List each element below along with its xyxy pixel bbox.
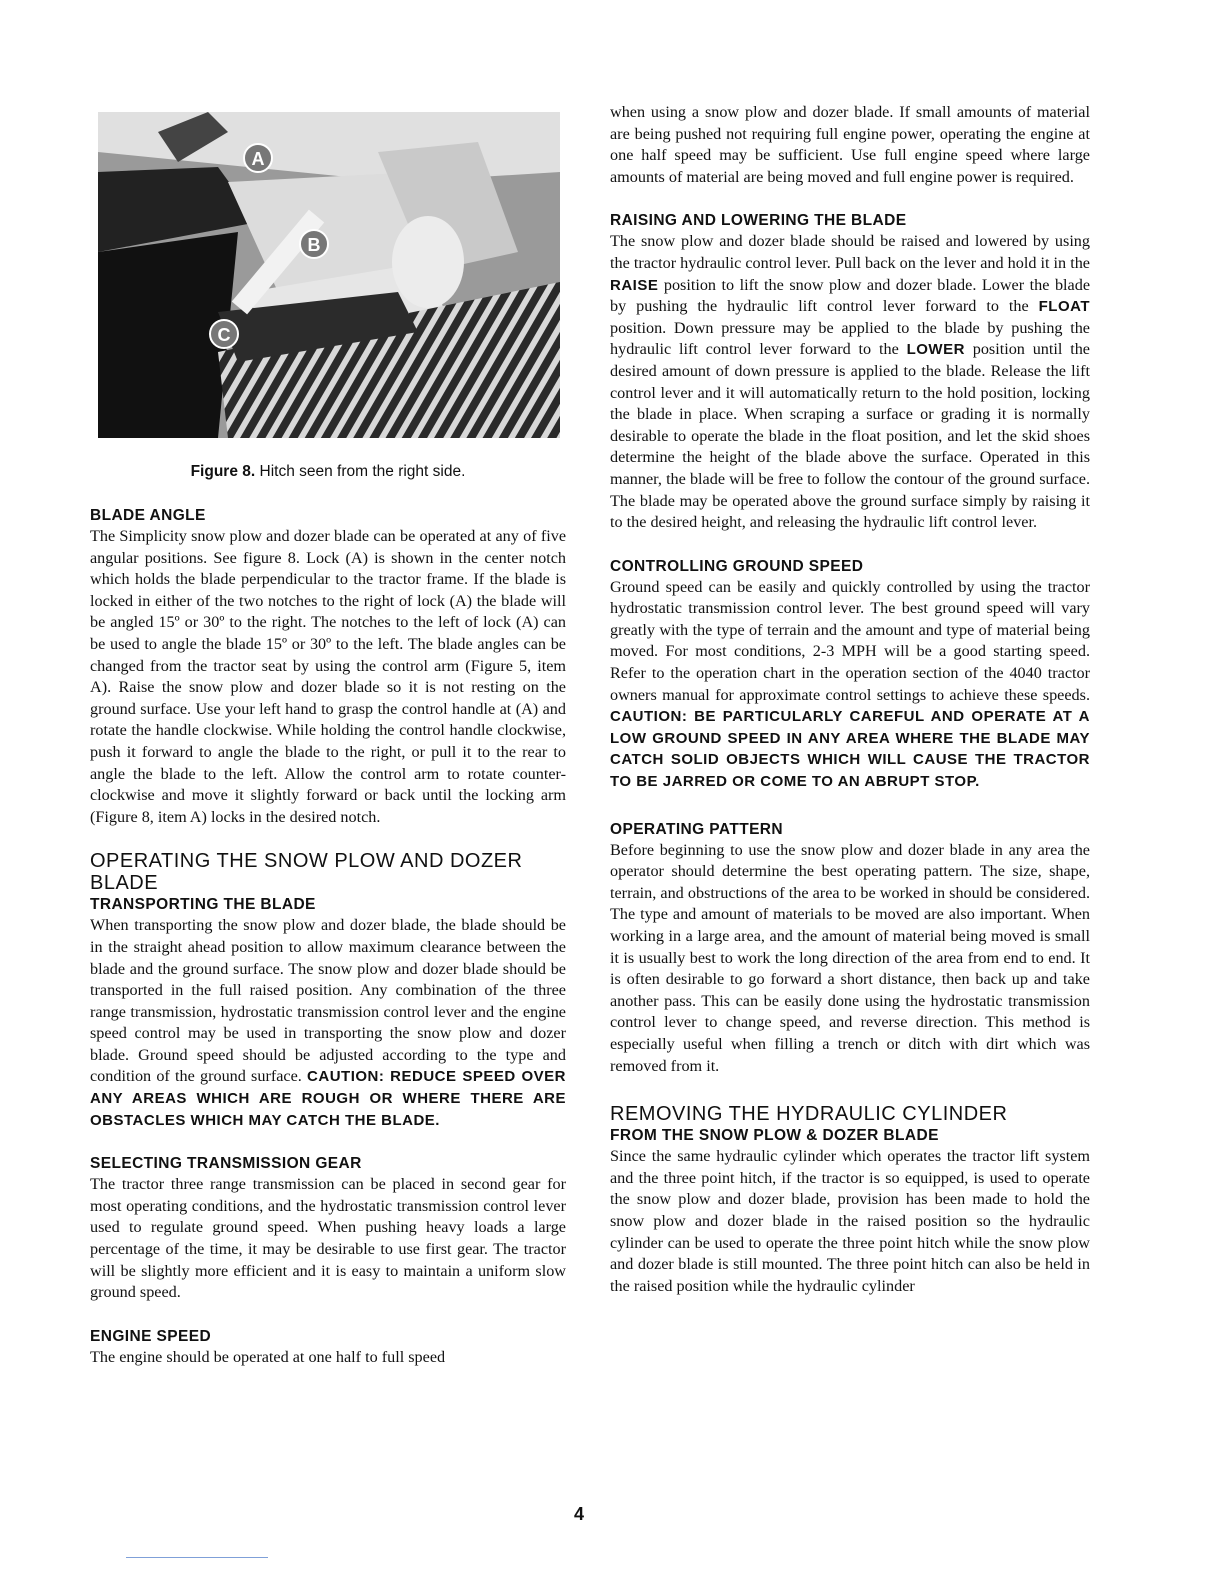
raising-text-2: position to lift the snow plow and dozer blade. Lower the blade by pushing the hydraulic lift control lever forward to the [610, 275, 1090, 316]
ground-speed-text: Ground speed can be easily and quickly controlled by using the tractor hydrostatic transmission control lever. The best ground speed will vary greatly with the type of terrain and the amount and type of material being moved. For most conditions, 2-3 MPH will be a good starting speed. Refer to the operation chart in the operation section of the 4040 tractor owners manual for approximate control settings to achieve these speeds. [610, 577, 1090, 704]
page-number: 4 [574, 1504, 585, 1524]
raising-text-4: position until the desired amount of down pressure is applied to the blade. Release the lift control lever and it will automatically return to the hold position, locking the blade in place. When scraping a surface or grading it is normally desirable to operate the blade in the float position, and let the skid shoes determine the height of the blade above the surface. Operated in this manner, the blade will be free to follow the contour of the ground surface. The blade may be operated above the ground surface simply by raising it to the desired height, and releasing the hydraulic lift control lever. [610, 340, 1090, 532]
pattern-body: Before beginning to use the snow plow and dozer blade in any area the operator should determine the best operating pattern. The size, shape, terrain, and obstructions of the area to be worked in should be considered. The type and amount of materials to be moved are also important. When working in a large area, and the amount of material being moved is small it is usually best to work the long direction of the area from end to end. It is often desirable to go forward a short distance, then back up and take another pass. This can be easily done using the hydrostatic transmission control lever to change speed, and reverse direction. This method is especially useful when filling a trench or ditch with dirt which was removed from it. [610, 840, 1090, 1075]
pattern-heading: OPERATING PATTERN [610, 820, 783, 838]
callout-b-label: B [307, 235, 321, 255]
raising-body [610, 231, 1090, 533]
footer-rule [126, 1557, 268, 1558]
transporting-body [90, 915, 566, 1131]
raising-text-3: position. Down pressure may be applied to the blade by pushing the hydraulic lift control lever forward to the [610, 318, 1090, 359]
callout-a-label: A [251, 149, 265, 169]
raising-text-1: The snow plow and dozer blade should be raised and lowered by using the tractor hydraulic control lever. Pull back on the lever and hold it in the [610, 232, 1090, 272]
callout-c-label: C [217, 325, 231, 345]
left-column [90, 505, 566, 1368]
figure-caption [90, 463, 566, 481]
engine-speed-body-left: The engine should be operated at one half to full speed [90, 1347, 446, 1366]
removing-body: Since the same hydraulic cylinder which operates the tractor lift system and the three point hitch, if the tractor is so equipped, is used to operate the snow plow and dozer blade, provision has been made to hold the snow plow and dozer blade in the raised position so the hydraulic cylinder can be used to operate the three point hitch while the snow plow and dozer blade is still mounted. The three point hitch can also be held in the raised position while the hydraulic cylinder [610, 1147, 1090, 1295]
figure-8-photo [98, 112, 560, 438]
engine-speed-heading: ENGINE SPEED [90, 1327, 212, 1345]
transporting-text: When transporting the snow plow and dozer blade, the blade should be in the straight ahead position to allow maximum clearance between the blade and the ground surface. The snow plow and dozer blade should be transported in the full raised position. Any combination of the three range transmission, hydrostatic transmission control lever and the engine speed control may be used in transporting the snow plow and dozer blade. Ground speed should be adjusted according to the type and condition of the ground surface. [90, 916, 566, 1086]
ground-speed-caution: CAUTION: BE PARTICULARLY CAREFUL AND OPERATE AT A LOW GROUND SPEED IN ANY AREA WHERE THE BLADE MAY CATCH SOLID OBJECTS WHICH WILL CAUSE THE TRACTOR TO BE JARRED OR COME TO AN ABRUPT STOP. [610, 708, 1090, 791]
float-keyword: FLOAT [1038, 298, 1090, 316]
engine-speed-body-right: when using a snow plow and dozer blade. If small amounts of material are being pushed not requiring full engine power, operating the engine at one half speed may be sufficient. Use full engine speed where large amounts of material are being moved and full engine power is required. [610, 103, 1090, 186]
blade-angle-body: The Simplicity snow plow and dozer blade can be operated at any of five angular positions. See figure 8. Lock (A) is shown in the center notch which holds the blade perpendicular to the tractor frame. If the blade is locked in either of the two notches to the right of lock (A) the blade will be angled 15º or 30º to the right. The notches to the left of lock (A) can be used to angle the blade 15º or 30º to the left. The blade angles can be changed from the tractor seat by using the control arm (Figure 5, item A). Raise the snow plow and dozer blade so it is not resting on the ground surface. Use your left hand to grasp the control handle at (A) and rotate the handle clockwise. While holding the control handle clockwise, push it forward to angle the blade to the right, or pull it to the rear to angle the blade to the left. Allow the control arm to rotate counter-clockwise and move it slightly forward or back until the locking arm (Figure 8, item A) locks in the desired notch. [90, 527, 566, 826]
figure-caption-label: Figure 8. [190, 463, 256, 480]
ground-speed-heading: CONTROLLING GROUND SPEED [610, 557, 864, 575]
right-column [610, 102, 1090, 1297]
removing-subheading: FROM THE SNOW PLOW & DOZER BLADE [610, 1127, 939, 1145]
removing-heading: REMOVING THE HYDRAULIC CYLINDER [610, 1103, 1008, 1126]
transporting-caution: CAUTION: REDUCE SPEED OVER ANY AREAS WHICH ARE ROUGH OR WHERE THERE ARE OBSTACLES WHICH MAY CATCH THE BLADE. [90, 1068, 567, 1129]
raising-heading: RAISING AND LOWERING THE BLADE [610, 212, 907, 230]
blade-angle-heading: BLADE ANGLE [90, 507, 206, 524]
transmission-gear-heading: SELECTING TRANSMISSION GEAR [90, 1155, 362, 1173]
figure-caption-text: Hitch seen from the right side. [259, 463, 466, 480]
transmission-gear-body: The tractor three range transmission can be placed in second gear for most operating conditions, and the hydrostatic transmission control lever used to regulate ground speed. When pushing heavy loads a large percentage of the time, it may be desirable to use first gear. The tractor will be slightly more efficient and it is easy to maintain a uniform slow ground speed. [90, 1175, 566, 1302]
lower-keyword: LOWER [906, 341, 965, 359]
transporting-heading: TRANSPORTING THE BLADE [90, 896, 316, 914]
operating-section-heading: OPERATING THE SNOW PLOW AND DOZER BLADE [90, 850, 523, 895]
raise-keyword: RAISE [610, 276, 659, 294]
ground-speed-body [610, 577, 1090, 793]
